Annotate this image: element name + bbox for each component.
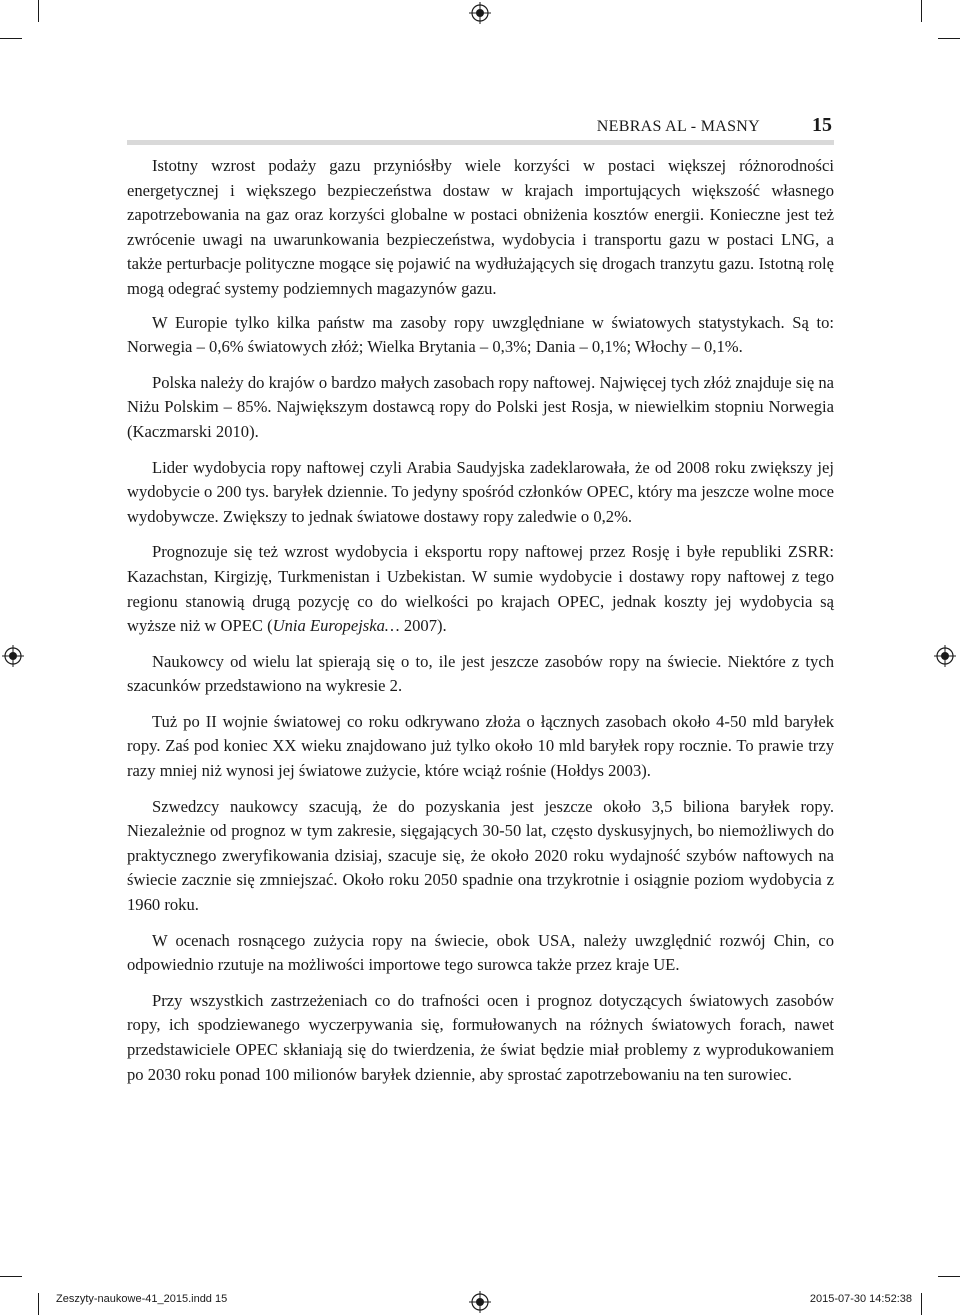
paragraph: W ocenach rosnącego zużycia ropy na świecie, obok USA, należy uwzględnić rozwój Chin, co odpowiednio rzutuje na możliwości importowe tego surowca także przez kraje UE. — [127, 930, 834, 975]
registration-mark-icon — [934, 645, 956, 667]
registration-mark-icon — [469, 1291, 491, 1313]
paragraph-text: Prognozuje się też wzrost wydobycia i eksportu ropy naftowej przez Rosję i byłe republiki ZSRR: Kazachstan, Kirgizję, Turkmenistan i Uzbekistan. W sumie wydobycie i dostawy ropy naftowej z tego regionu stanowią drugą pozycję co do wielkości po krajach OPEC, jednak koszty jej wydobycia są wyższe niż w OPEC ( — [127, 542, 834, 636]
header-rule — [127, 140, 834, 145]
slug-timestamp: 2015-07-30 14:52:38 — [809, 1293, 912, 1305]
crop-mark — [0, 1276, 22, 1277]
registration-mark-icon — [469, 2, 491, 24]
paragraph — [127, 540, 834, 638]
crop-mark — [921, 0, 922, 22]
slug-file-name: Zeszyty-naukowe-41_2015.indd 15 — [56, 1293, 228, 1305]
crop-mark — [38, 0, 39, 22]
paragraph-text: 2007). — [399, 616, 447, 636]
crop-mark — [921, 1293, 922, 1315]
paragraph: Lider wydobycia ropy naftowej czyli Arabia Saudyjska zadeklarowała, że od 2008 roku zwiększy jej wydobycie o 200 tys. baryłek dziennie. To jedyny spośród członków OPEC, który ma jeszcze wolne moce wydobywcze. Zwiększy to jednak światowe dostawy ropy zaledwie o 0,2%. — [127, 457, 834, 526]
paragraph: W Europie tylko kilka państw ma zasoby ropy uwzględniane w światowych statystykach. Są to: Norwegia – 0,6% światowych złóż; Wielka Brytania – 0,3%; Dania – 0,1%; Włochy – 0,1%. — [127, 312, 834, 357]
crop-mark — [938, 38, 960, 39]
running-head: NEBRAS AL - MASNY — [596, 118, 760, 135]
registration-mark-icon — [2, 645, 24, 667]
crop-mark — [0, 38, 22, 39]
paragraph: Tuż po II wojnie światowej co roku odkrywano złoża o łącznych zasobach około 4-50 mld baryłek ropy. Zaś pod koniec XX wieku znajdowano już tylko około 10 mld baryłek ropy rocznie. To prawie trzy razy mniej niż wynosi jej światowe zużycie, które wciąż rośnie (Hołdys 2003). — [127, 711, 834, 781]
paragraph: Szwedzcy naukowcy szacują, że do pozyskania jest jeszcze około 3,5 biliona baryłek ropy. Niezależnie od prognoz w tym zakresie, sięgających 30-50 lat, często dyskusyjnych, bo niemożliwych do praktycznego zweryfikowania dzisiaj, szacuje się, że około 2020 roku wydajność szybów naftowych na świecie zacznie się zmniejszać. Około roku 2050 spadnie ona trzykrotnie i osiągnie poziom wydobycia z 1960 roku. — [127, 796, 834, 915]
paragraph: Przy wszystkich zastrzeżeniach co do trafności ocen i prognoz dotyczących światowych zasobów ropy, ich spodziewanego wyczerpywania się, formułowanych na różnych światowych forach, nawet przedstawiciele OPEC skłaniają się do twierdzenia, że świat będzie miał problemy z wyprodukowaniem po 2030 roku ponad 100 milionów baryłek dziennie, aby sprostać zapotrzebowaniu na ten surowiec. — [127, 990, 834, 1084]
crop-mark — [938, 1276, 960, 1277]
body-text — [127, 154, 834, 1098]
page-number: 15 — [812, 114, 832, 136]
paragraph: Naukowcy od wielu lat spierają się o to, ile jest jeszcze zasobów ropy na świecie. Niektóre z tych szacunków przedstawiono na wykresie 2. — [127, 651, 834, 696]
paragraph: Polska należy do krajów o bardzo małych zasobach ropy naftowej. Najwięcej tych złóż znajduje się na Niżu Polskim – 85%. Największym dostawcą ropy do Polski jest Rosja, w niewielkim stopniu Norwegia (Kaczmarski 2010). — [127, 372, 834, 441]
paragraph: Istotny wzrost podaży gazu przyniósłby wiele korzyści w postaci większej różnorodności energetycznej i większego bezpieczeństwa dostaw w krajach importujących większość własnego zapotrzebowania na gaz oraz korzyści globalne w postaci obniżenia kosztów energii. Konieczne jest też zwrócenie uwagi na uwarunkowania bezpieczeństwa, wydobycia i transportu gazu w postaci LNG, a także perturbacje polityczne mogące się pojawić na wydłużających się drogach tranzytu gazu. Istotną rolę mogą odegrać systemy podziemnych magazynów gazu. — [127, 156, 834, 298]
crop-mark — [38, 1293, 39, 1315]
citation-title: Unia Europejska… — [272, 616, 400, 636]
